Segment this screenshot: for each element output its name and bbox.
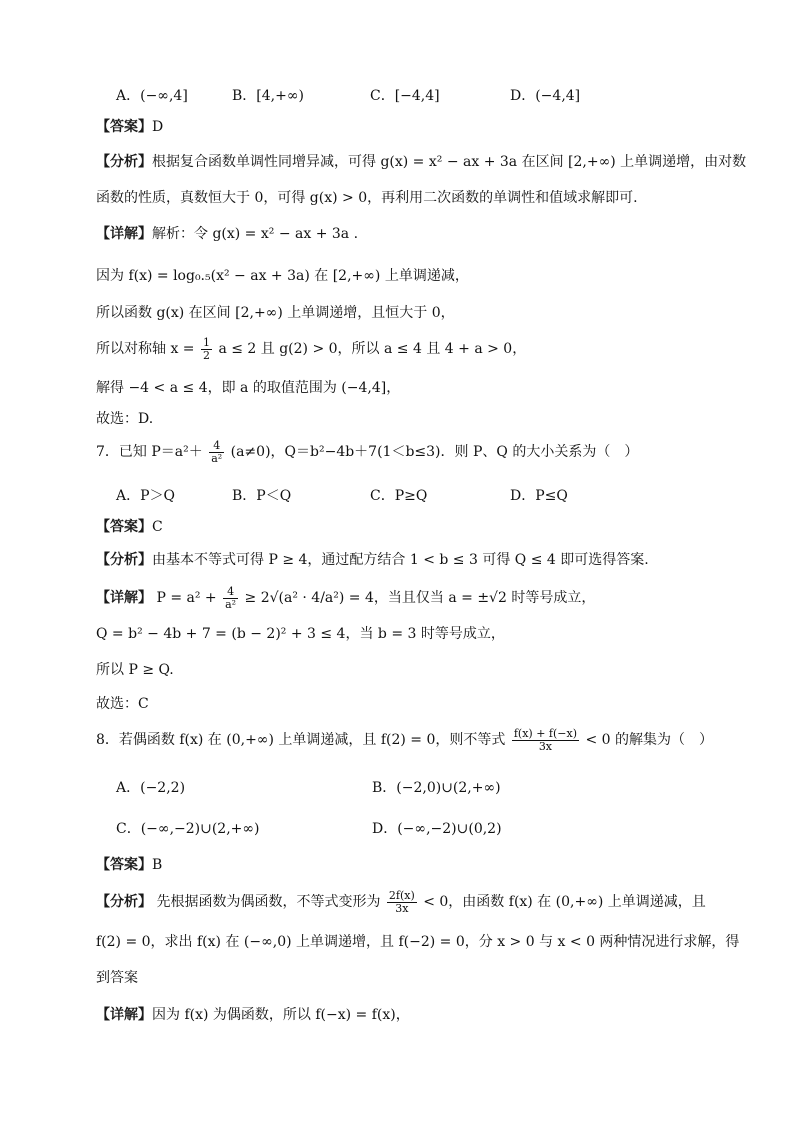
q7-stem xyxy=(96,440,638,464)
detail-text-a: P = a² + xyxy=(156,590,217,607)
analysis-text-b: < 0，由函数 f(x) 在 (0,+∞) 上单调递减，且 xyxy=(423,894,706,911)
answer-tag: 【答案】 xyxy=(96,519,152,535)
fraction-numerator: 4 xyxy=(209,440,224,453)
q8-detail-line-1 xyxy=(96,1007,410,1025)
analysis-text-a: 先根据函数为偶函数，不等式变形为 xyxy=(156,894,381,911)
q8-analysis-line-3: 到答案 xyxy=(96,970,138,986)
fraction-numerator: f(x) + f(−x) xyxy=(513,727,577,740)
fraction-2fx-over-3x xyxy=(387,890,417,914)
detail-tag: 【详解】 xyxy=(96,590,152,607)
q7-option-b: B．P＜Q xyxy=(232,488,292,504)
q6-analysis-line-2: 函数的性质，真数恒大于 0，可得 g(x) > 0，再利用二次函数的单调性和值域求解即可. xyxy=(96,190,638,206)
detail-text: 因为 f(x) 为偶函数，所以 f(−x) = f(x)， xyxy=(152,1007,410,1023)
answer-value: C xyxy=(152,519,163,535)
q6-detail-line-2: 因为 f(x) = log₀.₅(x² − ax + 3a) 在 [2,+∞) 上单调递减， xyxy=(96,268,469,284)
q7-detail-line-3: 所以 P ≥ Q. xyxy=(96,662,174,678)
q6-detail-line-5: 解得 −4 < a ≤ 4，即 a 的取值范围为 (−4,4]， xyxy=(96,380,401,396)
analysis-tag: 【分析】 xyxy=(96,552,152,568)
fraction-denominator: 3x xyxy=(395,901,409,915)
fraction-numerator: 4 xyxy=(223,586,238,599)
q6-detail-line-3: 所以函数 g(x) 在区间 [2,+∞) 上单调递增，且恒大于 0， xyxy=(96,305,455,321)
fraction-4-over-a2 xyxy=(209,440,224,464)
q7-option-c: C．P≥Q xyxy=(370,488,428,504)
q8-analysis-line-1 xyxy=(96,890,706,914)
fraction-inequality xyxy=(512,728,579,752)
fraction-one-half xyxy=(201,337,212,361)
q8-option-b: B．(−2,0)∪(2,+∞) xyxy=(372,780,501,796)
q8-analysis-line-2: f(2) = 0，求出 f(x) 在 (−∞,0) 上单调递增，且 f(−2) = 0，分 x > 0 与 x < 0 两种情况进行求解，得 xyxy=(96,934,740,950)
q8-option-c: C．(−∞,−2)∪(2,+∞) xyxy=(116,821,260,837)
answer-tag: 【答案】 xyxy=(96,857,152,873)
q6-answer xyxy=(96,119,163,137)
detail-text-b: a ≤ 2 且 g(2) > 0，所以 a ≤ 4 且 4 + a > 0， xyxy=(218,341,527,358)
detail-text: 解析：令 g(x) = x² − ax + 3a . xyxy=(152,226,359,242)
q7-detail-line-4: 故选：C xyxy=(96,696,149,712)
detail-tag: 【详解】 xyxy=(96,226,152,242)
answer-tag: 【答案】 xyxy=(96,119,152,135)
detail-text-a: 所以对称轴 x = xyxy=(96,341,195,358)
q6-option-a: A．(−∞,4] xyxy=(116,88,188,104)
q6-analysis-line-1 xyxy=(96,154,746,172)
q6-detail-line-6: 故选：D. xyxy=(96,411,154,427)
detail-tag: 【详解】 xyxy=(96,1007,152,1023)
stem-text-b: (a≠0)，Q＝b²−4b＋7(1＜b≤3)．则 P、Q 的大小关系为（ ） xyxy=(230,444,639,461)
stem-text-a: 7．已知 P＝a²＋ xyxy=(96,444,203,461)
q6-detail-line-1 xyxy=(96,226,358,244)
q7-analysis xyxy=(96,552,649,570)
q7-option-a: A．P＞Q xyxy=(116,488,176,504)
q8-answer xyxy=(96,857,162,875)
q6-option-c: C．[−4,4] xyxy=(370,88,440,104)
fraction-numerator: 2f(x) xyxy=(388,889,415,902)
fraction-denominator: a² xyxy=(225,597,237,611)
detail-text-b: ≥ 2√(a² · 4/a²) = 4，当且仅当 a = ±√2 时等号成立， xyxy=(244,590,596,607)
answer-value: D xyxy=(152,119,164,135)
fraction-numerator: 1 xyxy=(202,336,210,349)
q8-option-a: A．(−2,2) xyxy=(116,780,186,796)
stem-text-a: 8．若偶函数 f(x) 在 (0,+∞) 上单调递减，且 f(2) = 0，则不等式 xyxy=(96,732,506,749)
analysis-text: 根据复合函数单调性同增异减，可得 g(x) = x² − ax + 3a 在区间 [2,+∞) 上单调递增，由对数 xyxy=(152,154,747,170)
analysis-tag: 【分析】 xyxy=(96,154,152,170)
q7-answer xyxy=(96,519,163,537)
q6-detail-line-4 xyxy=(96,337,526,361)
fraction-4-over-a2 xyxy=(223,586,238,610)
stem-text-b: < 0 的解集为（ ） xyxy=(585,732,713,749)
answer-value: B xyxy=(152,857,163,873)
q7-option-d: D．P≤Q xyxy=(510,488,568,504)
q7-detail-line-2: Q = b² − 4b + 7 = (b − 2)² + 3 ≤ 4，当 b = 3 时等号成立， xyxy=(96,626,505,642)
fraction-denominator: 3x xyxy=(538,739,553,753)
q6-option-b: B．[4,+∞) xyxy=(232,88,304,104)
analysis-tag: 【分析】 xyxy=(96,894,152,911)
fraction-denominator: a² xyxy=(211,451,223,465)
fraction-denominator: 2 xyxy=(202,348,210,362)
analysis-text: 由基本不等式可得 P ≥ 4，通过配方结合 1 < b ≤ 3 可得 Q ≤ 4 即可选得答案. xyxy=(152,552,649,568)
q8-option-d: D．(−∞,−2)∪(0,2) xyxy=(372,821,502,837)
q6-option-d: D．(−4,4] xyxy=(510,88,581,104)
q7-detail-line-1 xyxy=(96,586,595,610)
q8-stem xyxy=(96,728,713,752)
